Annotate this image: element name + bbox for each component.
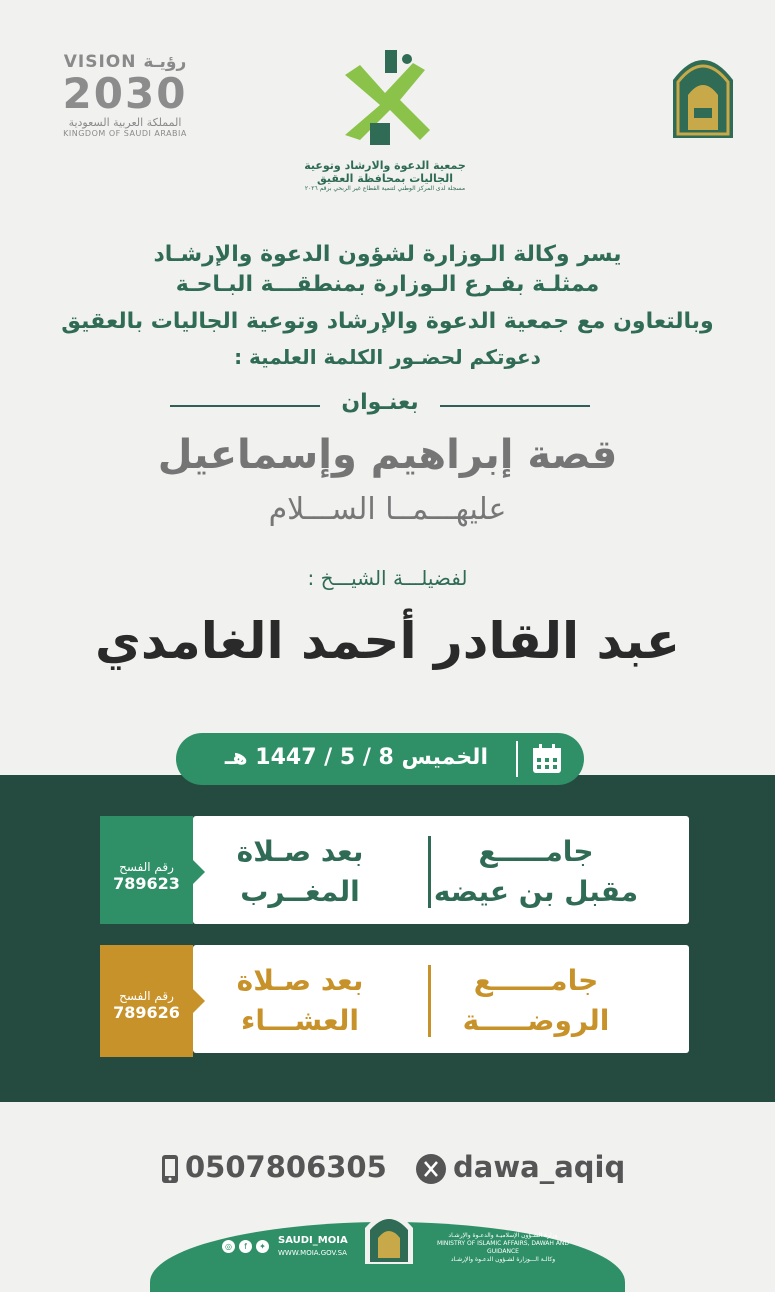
scan-label: رقم الفسح (119, 860, 174, 874)
card-separator (428, 836, 431, 908)
invitation-line-2: ممثلـة بفـرع الـوزارة بمنطقـــة البـاحـة (175, 272, 600, 297)
mosque-name (431, 961, 641, 1041)
facebook-icon[interactable]: f (239, 1240, 252, 1253)
prayer-time (215, 961, 385, 1041)
lecture-title: قصة إبراهيم وإسماعيل (157, 432, 618, 478)
kingdom-en: KINGDOM OF SAUDI ARABIA (63, 129, 187, 138)
mosque-line-1: جامـــــع (478, 835, 594, 868)
calendar-icon (530, 742, 564, 776)
session-card-1 (193, 816, 689, 924)
agency-ar: وكالـة الـــوزارة لشـؤون الدعـوة والإرشـاد (450, 1256, 556, 1263)
footer-handle[interactable]: SAUDI_MOIA (278, 1235, 348, 1246)
card-separator (428, 965, 431, 1037)
association-logo-icon (335, 45, 435, 155)
x-account[interactable] (415, 1150, 635, 1190)
date-text: الخميس 8 / 5 / 1447 هـ (224, 745, 488, 770)
assoc-name-2: الجاليات بمحافظة العقيق (316, 172, 453, 185)
tag-arrow (193, 989, 205, 1013)
lecture-subtitle: عليهـــمــا الســـلام (268, 492, 507, 527)
footer-emblem-icon (363, 1206, 415, 1264)
scan-tag-1 (100, 816, 193, 924)
sheikh-name: عبد القادر أحمد الغامدي (95, 612, 680, 670)
sheikh-label: لفضيلـــة الشيـــخ : (307, 566, 468, 590)
mobile-phone-icon (160, 1154, 180, 1184)
kingdom-ar: المملكة العربية السعودية (68, 116, 182, 129)
association-logo (300, 45, 470, 205)
prayer-line-2: العشـــاء (241, 1004, 359, 1037)
prayer-line-1: بعد صـلاة (236, 835, 364, 868)
session-card-2 (193, 945, 689, 1053)
footer-website[interactable]: WWW.MOIA.GOV.SA (278, 1249, 347, 1257)
prayer-time (215, 832, 385, 912)
footer-emblem (363, 1206, 415, 1264)
assoc-registration: مسجلة لدى المركز الوطني لتنمية القطاع غير الربحي برقم ٢٠٢٦ (304, 185, 466, 192)
date-pill (176, 733, 584, 785)
tag-arrow (193, 860, 205, 884)
prayer-line-1: بعد صـلاة (236, 964, 364, 997)
vision-2030-logo (55, 52, 195, 142)
mosque-line-1: جامــــــع (473, 964, 599, 997)
vision-word: VISION (63, 52, 137, 72)
twitter-icon[interactable]: ✦ (256, 1240, 269, 1253)
scan-number: 789626 (113, 1003, 180, 1022)
prayer-line-2: المغــرب (240, 875, 360, 908)
divider-left (170, 405, 320, 407)
title-label: بعنـوان (341, 390, 419, 415)
x-handle: dawa_aqiq (453, 1150, 626, 1184)
instagram-icon[interactable]: ◎ (222, 1240, 235, 1253)
scan-label: رقم الفسح (119, 989, 174, 1003)
mosque-line-2: الروضـــــة (462, 1004, 610, 1037)
x-logo-icon (415, 1153, 447, 1185)
divider-right (440, 405, 590, 407)
scan-number: 789623 (113, 874, 180, 893)
vision-year: 2030 (62, 69, 188, 118)
title-divider (170, 390, 590, 416)
assoc-name-1: جمعية الدعوة والارشاد وتوعية (304, 159, 466, 172)
phone-contact[interactable] (160, 1150, 387, 1190)
invitation-line-1: يسر وكالة الـوزارة لشؤون الدعوة والإرشـاد (153, 242, 622, 267)
vision-ar: رؤيـة (143, 52, 187, 72)
ministry-emblem (668, 50, 738, 138)
invitation-line-4: دعوتكم لحضـور الكلمة العلمية : (234, 345, 541, 369)
scan-tag-2 (100, 945, 193, 1057)
invitation-line-3: وبالتعاون مع جمعية الدعوة والإرشاد وتوعية الجاليات بالعقيق (61, 309, 714, 334)
footer-ministry (428, 1232, 578, 1264)
phone-number: 0507806305 (185, 1150, 387, 1184)
date-separator (516, 741, 518, 777)
ministry-ar: وزارة الشـؤون الإسلاميـة والدعـوة والإرشـاد (448, 1232, 558, 1239)
ministry-en: MINISTRY OF ISLAMIC AFFAIRS, DAWAH AND GUIDANCE (436, 1240, 570, 1255)
ministry-emblem-icon (668, 50, 738, 138)
mosque-name (431, 832, 641, 912)
mosque-line-2: مقبل بن عيضه (433, 875, 639, 908)
